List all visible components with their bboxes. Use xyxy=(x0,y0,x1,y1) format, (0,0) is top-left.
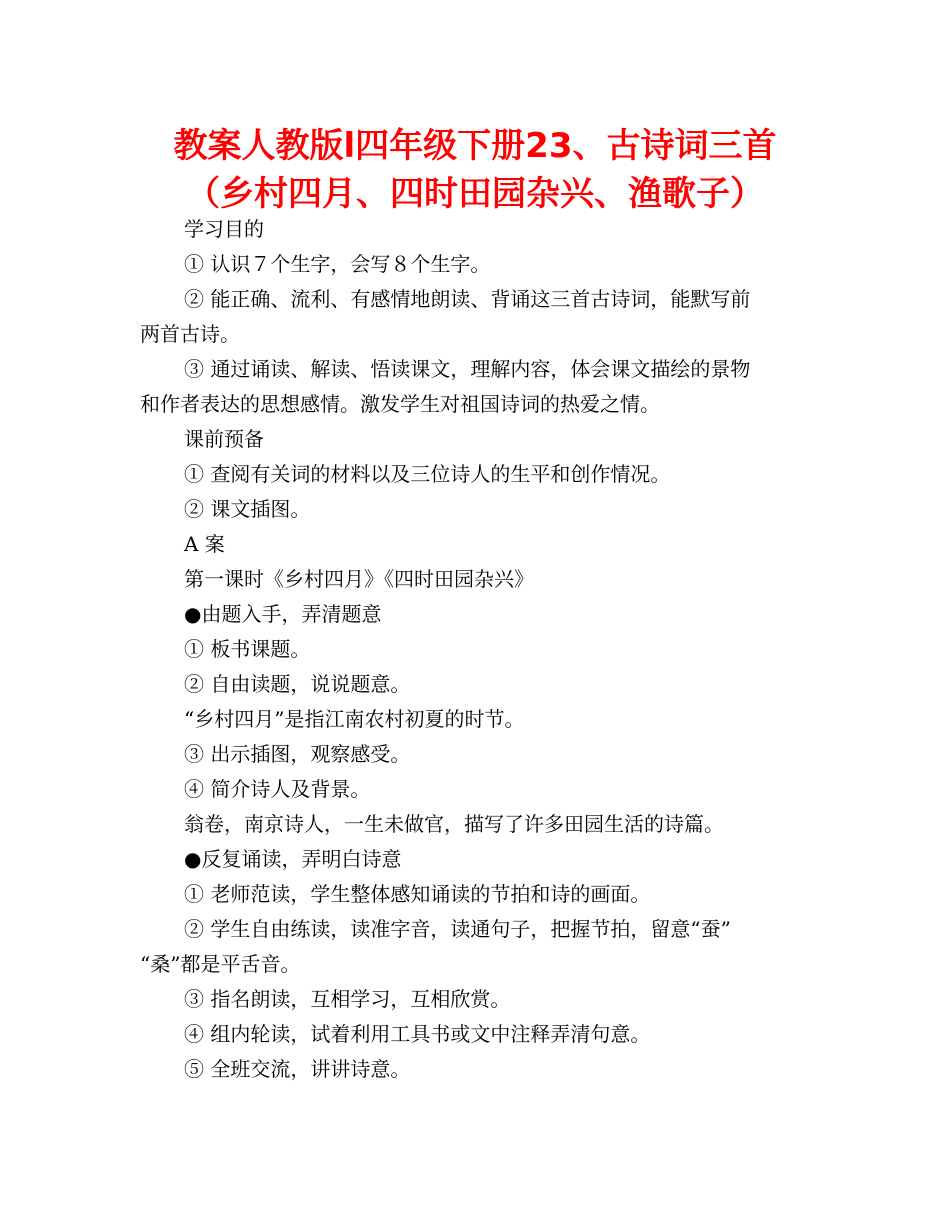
step-1-note: “乡村四月”是指江南农村初夏的时节。 xyxy=(184,707,525,731)
step-1-item-1: ① 板书课题。 xyxy=(184,637,311,661)
objective-item-1: ① 认识７个生字，会写８个生字。 xyxy=(184,252,491,276)
plan-heading: A 案 xyxy=(184,532,225,556)
section-heading-preparation: 课前预备 xyxy=(184,427,264,451)
poet-intro: 翁卷，南京诗人，一生未做官，描写了许多田园生活的诗篇。 xyxy=(184,812,724,836)
step-heading-1: ●由题入手，弄清题意 xyxy=(184,602,382,626)
objective-item-3-continued: 和作者表达的思想感情。激发学生对祖国诗词的热爱之情。 xyxy=(140,392,660,416)
step-1-item-2: ② 自由读题，说说题意。 xyxy=(184,672,411,696)
document-title-line-2: （乡村四月、四时田园杂兴、渔歌子） xyxy=(186,174,764,214)
step-2-item-3: ③ 指名朗读，互相学习，互相欣赏。 xyxy=(184,987,511,1011)
lesson-heading: 第一课时《乡村四月》《四时田园杂兴》 xyxy=(184,567,534,591)
step-2-item-4: ④ 组内轮读，试着利用工具书或文中注释弄清句意。 xyxy=(184,1022,651,1046)
objective-item-2-continued: 两首古诗。 xyxy=(140,322,240,346)
preparation-item-1: ① 查阅有关词的材料以及三位诗人的生平和创作情况。 xyxy=(184,462,671,486)
step-2-item-2: ② 学生自由练读，读准字音，读通句子，把握节拍，留意“蚕” xyxy=(184,917,731,941)
objective-item-2: ② 能正确、流利、有感情地朗读、背诵这三首古诗词，能默写前 xyxy=(184,287,751,311)
step-1-item-4: ④ 简介诗人及背景。 xyxy=(184,777,371,801)
step-2-item-2-continued: “桑”都是平舌音。 xyxy=(140,952,301,976)
step-1-item-3: ③ 出示插图，观察感受。 xyxy=(184,742,411,766)
section-heading-objectives: 学习目的 xyxy=(184,217,264,241)
step-2-item-5: ⑤ 全班交流，讲讲诗意。 xyxy=(184,1057,411,1081)
preparation-item-2: ② 课文插图。 xyxy=(184,497,311,521)
document-body xyxy=(140,212,820,1087)
document-title-line-1: 教案人教版l四年级下册23、古诗词三首 xyxy=(173,126,777,166)
step-heading-2: ●反复诵读，弄明白诗意 xyxy=(184,847,402,871)
objective-item-3: ③ 通过诵读、解读、悟读课文，理解内容，体会课文描绘的景物 xyxy=(184,357,751,381)
step-2-item-1: ① 老师范读，学生整体感知诵读的节拍和诗的画面。 xyxy=(184,882,651,906)
